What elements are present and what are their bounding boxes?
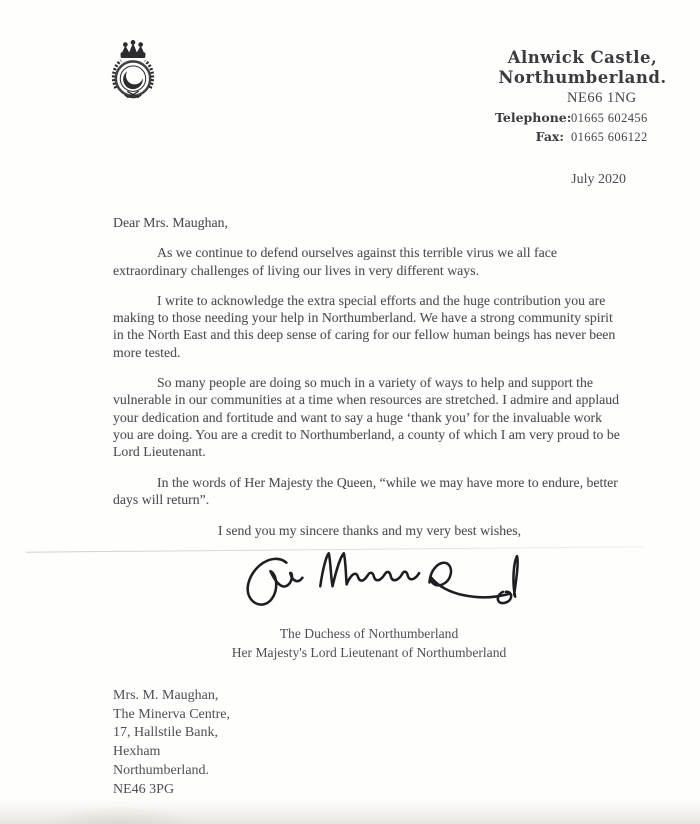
fax-number: 01665 606122 [571, 130, 648, 144]
recipient-address-line: Northumberland. [113, 762, 210, 778]
recipient-address-block [113, 687, 230, 799]
alnwick-castle-crest-icon [101, 36, 165, 106]
closing-line: I send you my sincere thanks and my very best wishes, [218, 523, 522, 539]
recipient-address-line: NE46 3PG [113, 781, 175, 797]
scan-corner-smudge [40, 806, 200, 824]
letter-body [113, 214, 626, 539]
telephone-label: Telephone: [495, 110, 572, 125]
letter-date: July 2020 [571, 172, 626, 187]
body-paragraph-3: So many people are doing so much in a variety of ways to help and support the vulnerable in our communities at a time when resources are stretched. I admire and applaud your dedication and fortitude and want to say a huge ‘thank you’ for the invaluable work you are doing. You are a credit to Northumberland, a county of which I am very proud to be Lord Lieutenant. [113, 375, 620, 460]
letterhead-telephone-row [495, 110, 670, 126]
scan-bottom-shadow [0, 798, 700, 824]
letterhead-fax-row [495, 129, 670, 145]
recipient-address-line: Hexham [113, 744, 161, 760]
body-paragraph-4: In the words of Her Majesty the Queen, “while we may have more to endure, better days will return”. [113, 474, 618, 507]
letterhead-postcode: NE66 1NG [567, 90, 637, 106]
handwritten-signature [233, 542, 545, 622]
letterhead-line-castle: Alnwick Castle, [507, 48, 658, 67]
body-paragraph-2: I write to acknowledge the extra special efforts and the huge contribution you are making to those needing your help in Northumberland. We have a strong community spirit in the North East and this deep sense of caring for our fellow human beings has never been more tested. [113, 292, 616, 360]
signatory-block [113, 625, 625, 662]
recipient-address-line: Mrs. M. Maughan, [113, 688, 219, 703]
signatory-title: Her Majesty's Lord Lieutenant of Northumberland [231, 644, 507, 660]
recipient-address-line: The Minerva Centre, [113, 706, 231, 722]
telephone-number: 01665 602456 [571, 111, 648, 125]
letterhead-line-county: Northumberland. [498, 68, 667, 87]
salutation: Dear Mrs. Maughan, [113, 215, 228, 230]
letterhead-address-block [495, 48, 670, 145]
recipient-address-line: 17, Hallstile Bank, [113, 725, 218, 741]
signatory-name: The Duchess of Northumberland [279, 626, 459, 641]
body-paragraph-1: As we continue to defend ourselves against this terrible virus we all face extraordinary challenges of living our lives in very different ways. [113, 245, 557, 278]
fax-label: Fax: [535, 129, 564, 144]
